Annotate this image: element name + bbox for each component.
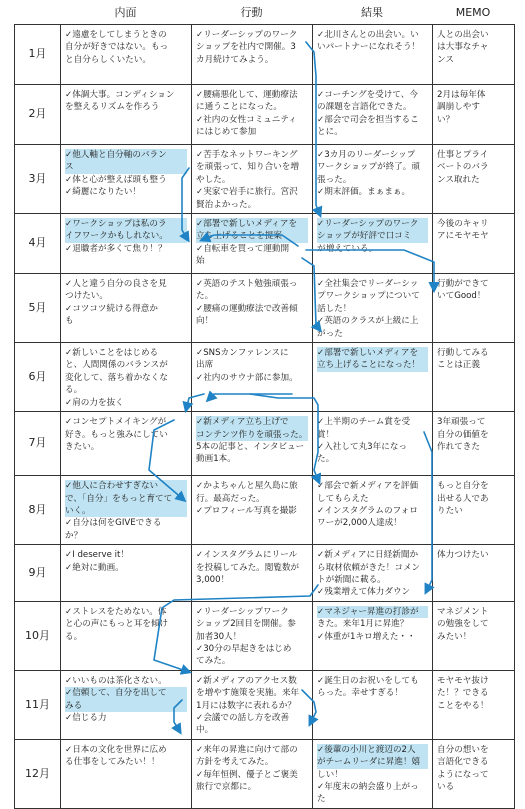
- memo-line: ンス: [437, 54, 454, 65]
- memo-line: アにモヤモヤ: [437, 231, 489, 242]
- inner-line: で、「自分」をもっと育てて: [65, 493, 187, 505]
- action-line: ✓リーダーシップワーク: [196, 606, 289, 617]
- inner-line: きたい。: [65, 441, 100, 452]
- memo-line: いる: [437, 782, 455, 793]
- memo-line: い？: [437, 114, 455, 125]
- result-line: ✓入社して丸3年になっ: [317, 441, 408, 452]
- inner-cell: [61, 545, 192, 602]
- memo-line: みたい！: [437, 631, 472, 642]
- action-line: ✓新メディア立ち上げで: [196, 416, 308, 428]
- action-cell: [192, 670, 313, 739]
- inner-line: ✓他人に合わせすぎない: [65, 480, 187, 492]
- result-line: ✓インスタグラムのフォロ: [317, 505, 418, 516]
- inner-line: ✓新しいことをはじめる: [65, 348, 159, 359]
- inner-line: ✓日本の文化を世界に広め: [65, 744, 167, 755]
- inner-line: も: [65, 316, 74, 327]
- memo-line: 作れてきた: [437, 441, 480, 452]
- inner-line: ✓遠慮をしてしまうときの: [65, 30, 167, 40]
- inner-line: る。: [65, 631, 83, 642]
- inner-line: つけたい。: [65, 291, 108, 302]
- memo-line: 自分の想いを: [437, 744, 489, 755]
- action-line: ✓腰痛の運動療法で改善傾: [196, 303, 298, 314]
- month-row: [15, 476, 515, 545]
- result-line: ✓コーチングを受けて、今: [317, 90, 418, 100]
- action-line: を頑張って、知り合いを増: [196, 162, 299, 173]
- action-line: ✓30分の早起きをはじめ: [196, 643, 292, 654]
- inner-cell: [61, 476, 192, 545]
- memo-line: ことは正義: [437, 360, 480, 371]
- inner-cell: [61, 145, 192, 214]
- month-label: 6月: [15, 343, 61, 412]
- result-line: た: [317, 794, 326, 805]
- result-line: 賞！: [317, 429, 335, 440]
- inner-line: ✓他人軸と自分軸のバラン: [65, 149, 187, 161]
- action-line: 旅行で京都に。: [196, 782, 257, 793]
- result-line: 張った。: [317, 174, 352, 185]
- month-row: [15, 739, 515, 808]
- memo-cell: [433, 670, 515, 739]
- memo-line: 行動ができて: [437, 279, 489, 290]
- action-cell: [192, 545, 313, 602]
- month-label: 11月: [15, 670, 61, 739]
- action-cell: [192, 85, 313, 145]
- action-line: 賢治よかった。: [196, 199, 257, 210]
- action-line: た。: [196, 291, 214, 302]
- inner-line: ス: [65, 161, 187, 173]
- month-row: [15, 412, 515, 476]
- result-line: ✓年度末の納会盛り上がっ: [317, 782, 419, 793]
- action-line: を投稿してみた。閲覧数が: [196, 562, 300, 573]
- result-cell: [313, 214, 433, 274]
- action-line: にはじめて参加: [196, 127, 257, 138]
- action-line: ✓来年の昇進に向けて部の: [196, 744, 298, 755]
- inner-line: ✓肩の力を抜く: [65, 397, 124, 408]
- action-line: ✓プロフィール写真を撮影: [196, 505, 297, 516]
- action-cell: [192, 214, 313, 274]
- inner-cell: [61, 25, 192, 85]
- action-line: ✓部署で新しいメディアを: [196, 218, 308, 230]
- memo-cell: [433, 85, 515, 145]
- action-line: ショップを社内で開催。3: [196, 42, 296, 53]
- result-line: ら取材依頼がきた！コメン: [317, 562, 421, 573]
- result-line: ✓体重が1キロ増えた・・: [317, 631, 416, 642]
- result-line: ✓英語のクラスが上級に上: [317, 316, 419, 327]
- action-line: ✓インスタグラムにリール: [196, 550, 298, 561]
- action-line: を増やす施策を実施。来年: [196, 688, 300, 699]
- inner-line: ✓体と心が整えば頭も整う: [65, 174, 167, 185]
- header-result: 結果: [361, 6, 383, 19]
- month-row: [15, 601, 515, 670]
- inner-cell: [61, 670, 192, 739]
- memo-line: いてGood！: [437, 291, 486, 302]
- action-cell: [192, 412, 313, 476]
- result-cell: [313, 25, 433, 85]
- inner-line: ✓I deserve it！: [65, 550, 129, 561]
- result-line: プワークショップについて: [317, 291, 420, 302]
- action-line: ショップ2回目を開催。参: [196, 619, 296, 630]
- inner-line: ✓コツコツ続ける得意か: [65, 303, 158, 314]
- inner-line: る。: [65, 385, 83, 396]
- result-cell: [313, 85, 433, 145]
- memo-line: 行動してみる: [437, 348, 489, 359]
- month-label: 2月: [15, 85, 61, 145]
- memo-line: 言語化できる: [437, 757, 489, 768]
- inner-line: 好き。もっと強みにしてい: [65, 429, 168, 440]
- result-line: ✓全社集会でリーダーシッ: [317, 279, 419, 290]
- action-line: ✓英語のテスト勉強頑張っ: [196, 279, 298, 290]
- result-cell: [313, 343, 433, 412]
- result-line: してもらえた: [317, 493, 369, 504]
- inner-line: ✓自分は何をGIVEできる: [65, 518, 162, 529]
- inner-line: ✓信じる力: [65, 713, 107, 723]
- action-line: 1月には数字に表れるか？: [196, 700, 296, 711]
- month-label: 10月: [15, 601, 61, 670]
- action-line: 加者30人！: [196, 631, 242, 642]
- result-line: ✓リーダーシップのワーク: [317, 218, 428, 230]
- memo-cell: [433, 25, 515, 85]
- result-line: とに。: [317, 127, 343, 138]
- action-line: ✓会議での話し方を改善: [196, 713, 290, 723]
- month-label: 1月: [15, 25, 61, 85]
- result-cell: [313, 601, 433, 670]
- action-line: 行。最高だった。: [196, 493, 265, 504]
- month-label: 5月: [15, 274, 61, 343]
- result-cell: [313, 476, 433, 545]
- action-line: ✓自転車を買って運動開: [196, 243, 290, 254]
- month-label: 7月: [15, 412, 61, 476]
- inner-line: ✓退職者が多くて焦り！？: [65, 243, 167, 254]
- inner-cell: [61, 85, 192, 145]
- memo-line: の勉強をして: [437, 619, 489, 630]
- result-cell: [313, 545, 433, 602]
- result-line: ワークショップが終了。頑: [317, 162, 420, 173]
- memo-cell: [433, 545, 515, 602]
- inner-line: か？: [65, 530, 83, 541]
- month-row: [15, 343, 515, 412]
- action-cell: [192, 145, 313, 214]
- action-line: ✓腰痛悪化して、運動療法: [196, 90, 298, 100]
- memo-line: 仕事とプライ: [437, 150, 489, 160]
- result-line: ✓残業増えて体力ダウン: [317, 587, 411, 598]
- action-cell: [192, 343, 313, 412]
- action-line: ✓苦手なネットワーキング: [196, 150, 298, 160]
- inner-cell: [61, 214, 192, 274]
- memo-line: 3年頑張って: [437, 417, 486, 428]
- memo-cell: [433, 412, 515, 476]
- result-line: た。: [317, 454, 335, 465]
- month-label: 9月: [15, 545, 61, 602]
- action-cell: [192, 274, 313, 343]
- result-cell: [313, 274, 433, 343]
- action-line: 3,000！: [196, 574, 230, 585]
- result-line: しい！: [317, 769, 343, 780]
- month-row: [15, 274, 515, 343]
- action-line: ✓SNSカンファレンスに: [196, 348, 289, 359]
- inner-line: ✓ワークショップは私のラ: [65, 218, 187, 230]
- memo-cell: [433, 476, 515, 545]
- action-line: ✓新メディアのアクセス数: [196, 675, 297, 686]
- inner-cell: [61, 601, 192, 670]
- result-line: ✓部会で新メディアを評価: [317, 481, 419, 492]
- month-row: [15, 545, 515, 602]
- action-line: ✓かよちゃんと屋久島に旅: [196, 481, 298, 492]
- action-line: 動画1本。: [196, 454, 236, 465]
- header-action: 行動: [240, 6, 263, 19]
- memo-line: ベートのバラ: [437, 162, 489, 173]
- memo-cell: [433, 601, 515, 670]
- result-line: きた。来年1月に昇進？: [317, 619, 409, 630]
- action-line: 始: [196, 256, 205, 267]
- result-cell: [313, 145, 433, 214]
- inner-line: いく。: [65, 505, 187, 517]
- result-line: ✓後輩の小川と渡辺の2人: [317, 744, 428, 756]
- header-inner: 内面: [114, 6, 137, 19]
- action-cell: [192, 25, 313, 85]
- memo-line: 2月は毎年体: [437, 90, 486, 100]
- inner-line: ✓信頼して、自分を出して: [65, 687, 187, 699]
- header-memo: MEMO: [455, 6, 491, 19]
- month-row: [15, 145, 515, 214]
- result-line: ワーが2,000人達成！: [317, 518, 402, 529]
- result-line: 立ち上げることになった！: [317, 359, 428, 371]
- action-cell: [192, 476, 313, 545]
- action-line: 5本の記事と、インタビュー: [196, 441, 305, 452]
- month-label: 8月: [15, 476, 61, 545]
- inner-line: ✓絶対に動画。: [65, 562, 124, 573]
- action-line: コンテンツ作りを頑張った。: [196, 429, 308, 440]
- result-line: ✓部会で司会を担当するこ: [317, 114, 419, 125]
- memo-cell: [433, 145, 515, 214]
- inner-line: と心の声にもっと耳を傾け: [65, 619, 169, 630]
- result-line: いパートナーになれそう！: [317, 42, 421, 53]
- inner-line: 自分が好きではない。もっ: [65, 42, 169, 53]
- memo-line: 自分の価値を: [437, 429, 489, 440]
- result-line: ✓新メディアに日経新聞か: [317, 550, 419, 561]
- memo-line: 人との出会い: [437, 30, 489, 40]
- inner-line: みる: [65, 700, 187, 712]
- month-row: [15, 25, 515, 85]
- memo-cell: [433, 274, 515, 343]
- inner-line: ✓体調大事。コンディション: [65, 90, 175, 100]
- month-row: [15, 670, 515, 739]
- month-row: [15, 214, 515, 274]
- inner-line: ✓綺麗になりたい！: [65, 187, 141, 198]
- result-line: ✓期末評価。まぁまぁ。: [317, 187, 411, 198]
- inner-line: ✓ストレスをためない。体: [65, 606, 167, 617]
- result-line: の課題を言語化できた。: [317, 102, 412, 113]
- memo-cell: [433, 343, 515, 412]
- action-line: に通うことになった。: [196, 102, 282, 113]
- reflection-sheet: [14, 0, 514, 805]
- inner-line: と、人間関係のバランスが: [65, 360, 168, 371]
- memo-cell: [433, 214, 515, 274]
- memo-line: ようになって: [437, 769, 489, 780]
- result-line: ✓3カ月のリーダーシップ: [317, 150, 416, 160]
- memo-line: 体力つけたい: [437, 550, 489, 561]
- memo-line: た！？できる: [437, 688, 489, 699]
- action-cell: [192, 739, 313, 808]
- inner-line: と自分らしくいたい。: [65, 54, 151, 65]
- result-line: トが新聞に載る。: [317, 574, 386, 585]
- result-line: が増えている。: [317, 243, 378, 254]
- inner-cell: [61, 412, 192, 476]
- month-label: 12月: [15, 739, 61, 808]
- memo-line: は大事なチャ: [437, 42, 489, 53]
- action-line: ✓実家で岩手に旅行。宮沢: [196, 187, 298, 198]
- action-line: 立ち上げることを提案: [196, 230, 308, 242]
- memo-line: モヤモヤ抜け: [437, 675, 489, 686]
- inner-line: る仕事をしてみたい！！: [65, 757, 160, 768]
- memo-cell: [433, 739, 515, 808]
- inner-line: ✓人と違う自分の良さを見: [65, 279, 167, 290]
- action-line: 向！: [196, 316, 214, 327]
- action-line: てみた。: [196, 656, 231, 667]
- action-line: やした。: [196, 174, 231, 185]
- action-line: ✓社内の女性コミュニティ: [196, 114, 297, 125]
- reflection-table: [14, 24, 515, 809]
- inner-line: を整えるリズムを作ろう: [65, 102, 160, 113]
- action-line: ✓毎年恒例、優子とご褒美: [196, 769, 298, 780]
- inner-line: ✓いいものは茶化さない。: [65, 675, 167, 686]
- result-line: ✓誕生日のお祝いをしても: [317, 675, 419, 686]
- result-line: 話した！: [317, 303, 352, 314]
- action-line: 出席: [196, 360, 214, 371]
- memo-line: マネジメント: [437, 606, 489, 617]
- action-line: ✓リーダーシップのワーク: [196, 30, 298, 40]
- result-line: ショップが好評で口コミ: [317, 230, 428, 242]
- inner-line: ✓コンセプトメイキングが: [65, 417, 167, 428]
- action-line: 中。: [196, 725, 214, 736]
- memo-line: 調崩しやす: [437, 102, 480, 113]
- inner-line: 変化して、落ち着かなくな: [65, 372, 168, 383]
- memo-line: 出せる人であ: [437, 493, 489, 504]
- action-line: ✓社内のサウナ部に参加。: [196, 372, 298, 383]
- result-line: らった。幸せすぎる！: [317, 688, 403, 699]
- month-row: [15, 85, 515, 145]
- result-line: ✓マネジャー昇進の打診が: [317, 606, 428, 618]
- result-line: がった: [317, 328, 343, 339]
- inner-line: イフワークかもしれない。: [65, 230, 187, 242]
- result-cell: [313, 739, 433, 808]
- result-cell: [313, 412, 433, 476]
- memo-line: りたい: [437, 505, 463, 516]
- memo-line: ンス取れた: [437, 174, 480, 185]
- inner-cell: [61, 343, 192, 412]
- result-cell: [313, 670, 433, 739]
- inner-cell: [61, 274, 192, 343]
- month-label: 4月: [15, 214, 61, 274]
- memo-line: 今後のキャリ: [437, 219, 489, 230]
- result-line: ✓北川さんとの出会い。い: [317, 30, 419, 40]
- action-line: 方針を考えてみた。: [196, 757, 274, 768]
- result-line: ✓上半期のチーム賞を受: [317, 417, 411, 428]
- inner-cell: [61, 739, 192, 808]
- result-line: がチームリーダに昇進！嬉: [317, 756, 428, 768]
- action-cell: [192, 601, 313, 670]
- result-line: ✓部署で新しいメディアを: [317, 347, 428, 359]
- memo-line: ことをやる！: [437, 700, 489, 711]
- action-line: カ月続けてみよう。: [196, 54, 274, 65]
- month-label: 3月: [15, 145, 61, 214]
- memo-line: もっと自分を: [437, 481, 489, 492]
